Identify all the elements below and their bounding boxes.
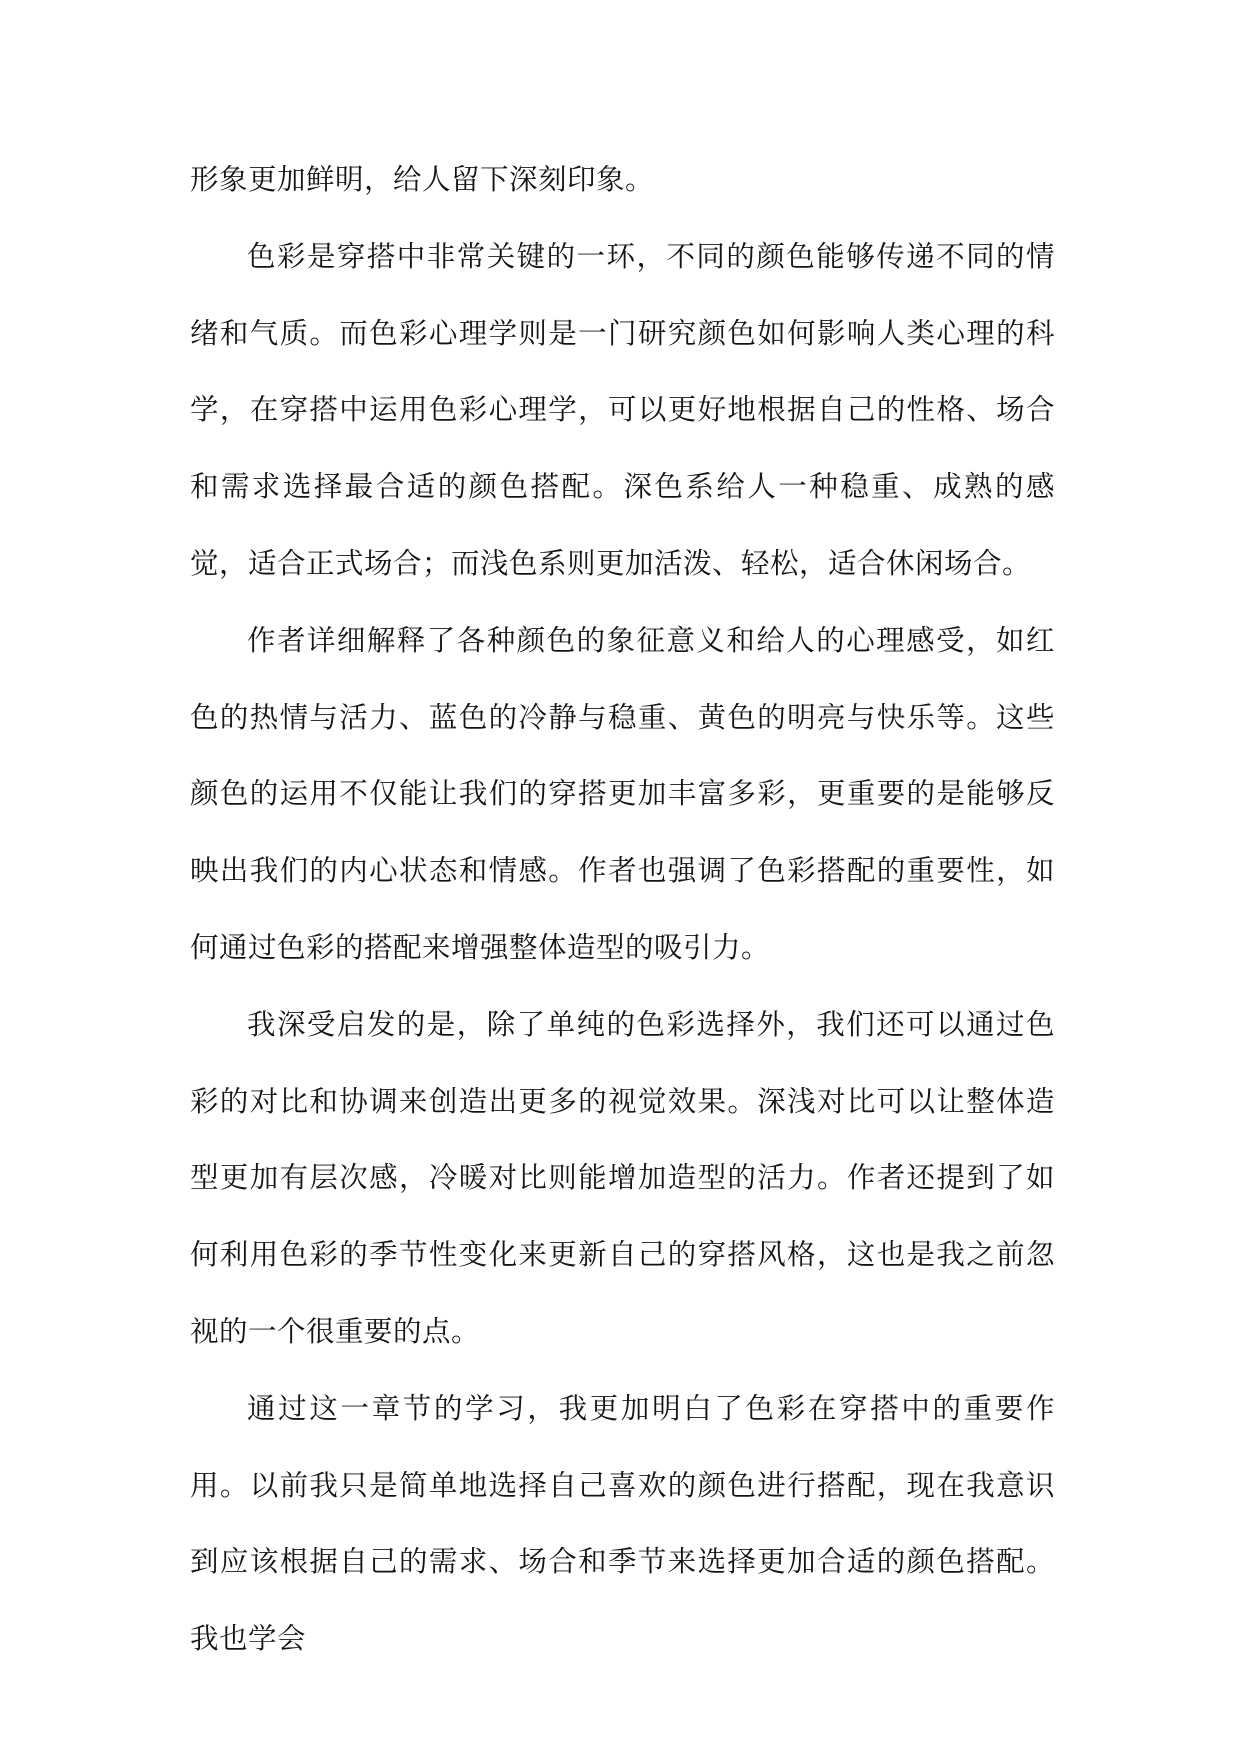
- paragraph-continuation: 形象更加鲜明，给人留下深刻印象。: [190, 163, 655, 196]
- paragraph: 我深受启发的是，除了单纯的色彩选择外，我们还可以通过色彩的对比和协调来创造出更多的视觉效果。深浅对比可以让整体造型更加有层次感，冷暖对比则能增加造型的活力。作者还提到了如何利用色彩的季节性变化来更新自己的穿搭风格，这也是我之前忽视的一个很重要的点。: [190, 1007, 1055, 1348]
- body-text: [190, 142, 1055, 1678]
- paragraph: 色彩是穿搭中非常关键的一环，不同的颜色能够传递不同的情绪和气质。而色彩心理学则是一门研究颜色如何影响人类心理的科学，在穿搭中运用色彩心理学，可以更好地根据自己的性格、场合和需求选择最合适的颜色搭配。深色系给人一种稳重、成熟的感觉，适合正式场合；而浅色系则更加活泼、轻松，适合休闲场合。: [190, 239, 1055, 580]
- paragraph: 作者详细解释了各种颜色的象征意义和给人的心理感受，如红色的热情与活力、蓝色的冷静与稳重、黄色的明亮与快乐等。这些颜色的运用不仅能让我们的穿搭更加丰富多彩，更重要的是能够反映出我们的内心状态和情感。作者也强调了色彩搭配的重要性，如何通过色彩的搭配来增强整体造型的吸引力。: [190, 623, 1055, 964]
- paragraph: 通过这一章节的学习，我更加明白了色彩在穿搭中的重要作用。以前我只是简单地选择自己喜欢的颜色进行搭配，现在我意识到应该根据自己的需求、场合和季节来选择更加合适的颜色搭配。我也学会: [190, 1391, 1055, 1656]
